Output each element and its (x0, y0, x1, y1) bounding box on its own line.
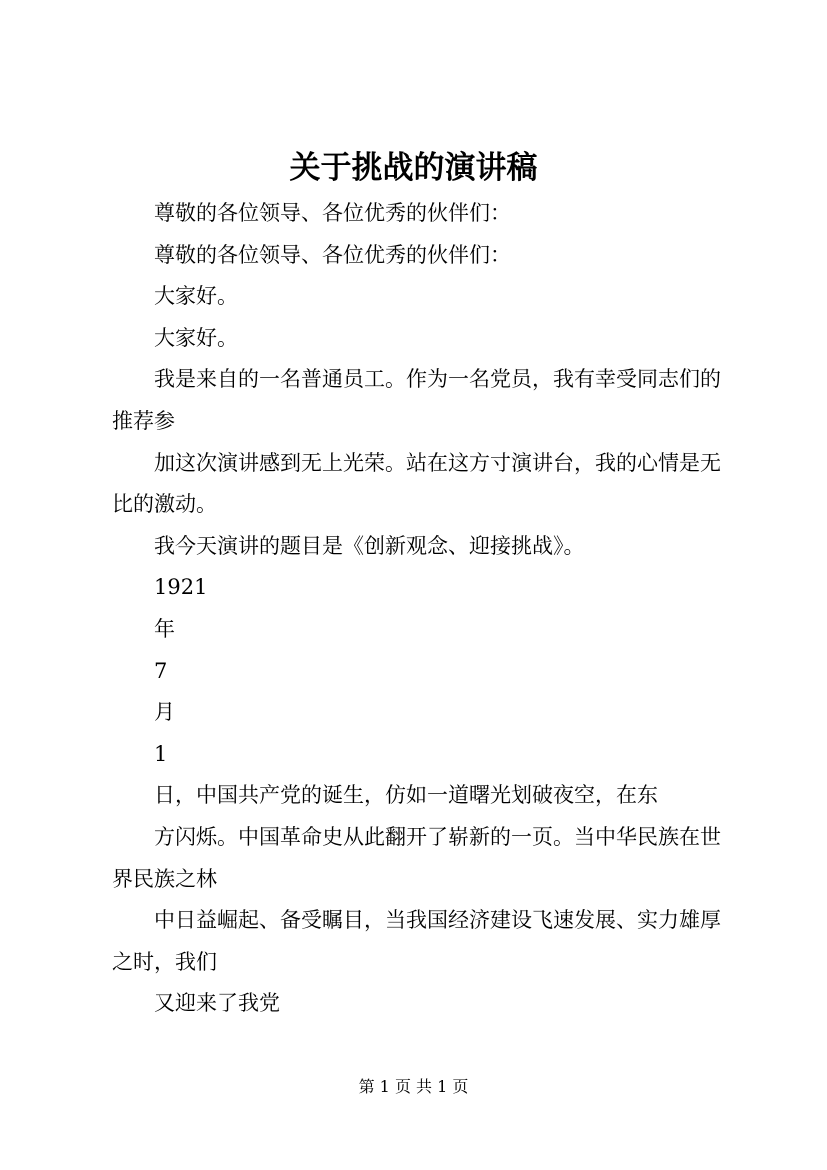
paragraph: 1 (154, 741, 168, 766)
paragraph: 方闪烁。中国革命史从此翻开了崭新的一页。当中华民族在世界民族之林 (112, 824, 721, 891)
paragraph: 大家好。 (154, 325, 238, 350)
paragraph: 年 (154, 616, 175, 641)
paragraph: 加这次演讲感到无上光荣。站在这方寸演讲台，我的心情是无比的激动。 (112, 450, 721, 517)
page-number-footer: 第 1 页 共 1 页 (358, 1077, 469, 1096)
paragraph: 尊敬的各位领导、各位优秀的伙伴们： (154, 242, 511, 267)
paragraph: 日，中国共产党的诞生，仿如一道曙光划破夜空，在东 (154, 783, 658, 808)
paragraph: 我是来自的一名普通员工。作为一名党员，我有幸受同志们的推荐参 (112, 367, 721, 433)
paragraph: 又迎来了我党 (154, 991, 280, 1016)
document-title: 关于挑战的演讲稿 (289, 150, 538, 186)
document-body (112, 193, 727, 1025)
paragraph: 大家好。 (154, 284, 238, 309)
paragraph: 月 (154, 700, 175, 725)
paragraph: 中日益崛起、备受瞩目，当我国经济建设飞速发展、实力雄厚之时，我们 (112, 908, 721, 974)
paragraph: 1921 (154, 575, 208, 600)
paragraph: 7 (154, 658, 168, 683)
paragraph: 尊敬的各位领导、各位优秀的伙伴们： (154, 201, 511, 225)
paragraph: 我今天演讲的题目是《创新观念、迎接挑战》。 (154, 533, 585, 558)
